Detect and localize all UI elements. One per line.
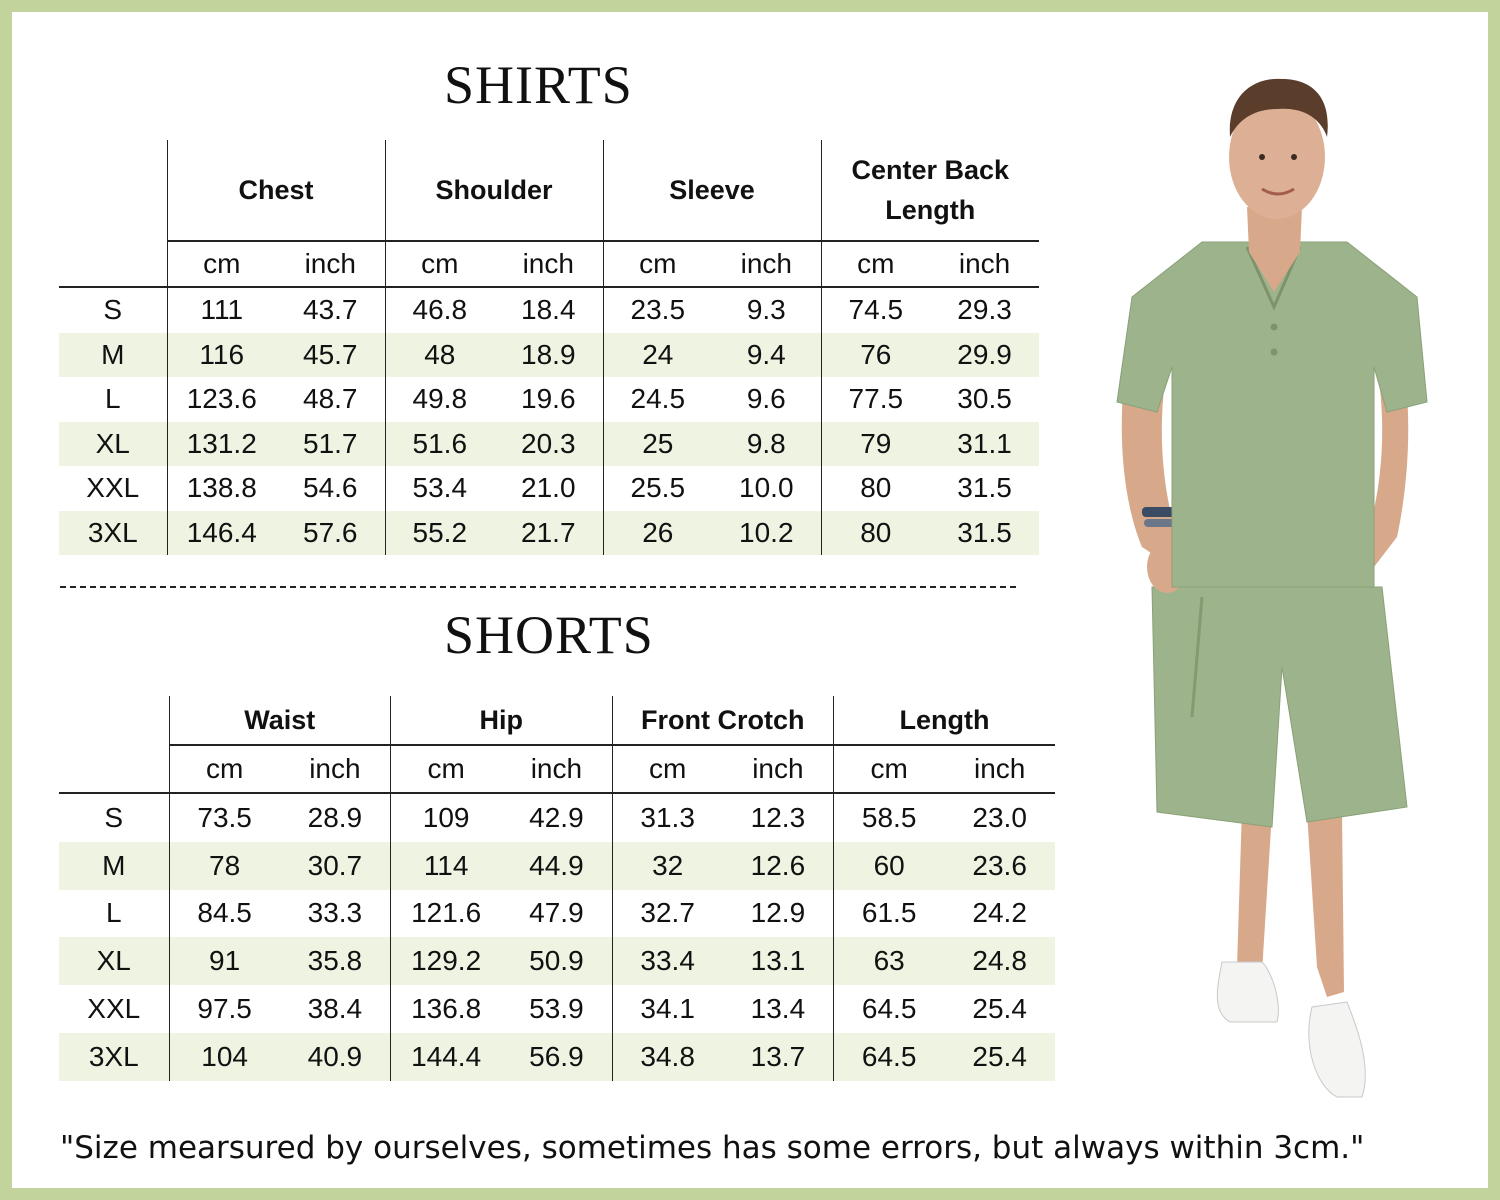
table-cell: 9.6 <box>746 383 786 415</box>
model-photo <box>1112 67 1452 1107</box>
table-cell: 23.6 <box>944 842 1055 890</box>
size-label: 3XL <box>59 511 167 556</box>
size-label: L <box>105 897 122 929</box>
size-label: L <box>104 383 121 415</box>
table-cell: 116 <box>167 333 276 378</box>
column-group-header: Center Back Length <box>821 140 1039 241</box>
size-label: S <box>104 801 124 833</box>
table-cell: 13.4 <box>750 993 806 1025</box>
table-cell: 23.0 <box>972 801 1027 833</box>
unit-label: inch <box>494 241 603 287</box>
table-cell: 74.5 <box>821 287 930 333</box>
table-cell: 25 <box>603 422 712 467</box>
table-cell: 31.1 <box>930 422 1039 467</box>
table-cell: 54.6 <box>303 472 358 504</box>
table-cell: 109 <box>391 793 502 842</box>
table-corner <box>59 696 169 745</box>
table-cell: 50.9 <box>501 937 612 985</box>
table-cell: 49.8 <box>385 377 494 422</box>
unit-label: inch <box>712 241 821 287</box>
table-header-row <box>59 140 1039 241</box>
table-cell: 80 <box>821 511 930 556</box>
table-cell: 138.8 <box>167 466 276 511</box>
table-cell: 9.3 <box>746 294 786 326</box>
table-cell: 61.5 <box>834 890 945 938</box>
size-label: XXL <box>86 472 140 504</box>
table-cell: 35.8 <box>280 937 391 985</box>
table-row <box>59 422 1039 467</box>
table-cell: 43.7 <box>303 294 358 326</box>
table-cell: 12.6 <box>723 842 834 890</box>
table-cell: 34.8 <box>612 1033 723 1081</box>
table-cell: 12.3 <box>750 801 806 833</box>
table-cell: 48 <box>385 333 494 378</box>
table-cell: 25.4 <box>944 1033 1055 1081</box>
table-cell: 121.6 <box>391 890 502 938</box>
table-cell: 13.1 <box>723 937 834 985</box>
table-cell: 84.5 <box>169 890 280 938</box>
table-cell: 31.5 <box>957 472 1012 504</box>
table-cell: 40.9 <box>280 1033 391 1081</box>
table-row <box>59 985 1055 1033</box>
table-cell: 19.6 <box>521 383 576 415</box>
table-row <box>59 842 1055 890</box>
size-label: 3XL <box>59 1033 169 1081</box>
table-cell: 38.4 <box>307 993 363 1025</box>
table-cell: 24.2 <box>972 897 1027 929</box>
table-row <box>59 937 1055 985</box>
table-cell: 13.7 <box>723 1033 834 1081</box>
table-cell: 79 <box>821 422 930 467</box>
size-label: S <box>103 294 123 326</box>
table-cell: 104 <box>169 1033 280 1081</box>
column-group-header: Waist <box>169 696 391 745</box>
size-label: M <box>59 333 167 378</box>
table-cell: 123.6 <box>167 377 276 422</box>
table-row <box>59 1033 1055 1081</box>
table-cell: 32.7 <box>612 890 723 938</box>
column-group-header: Front Crotch <box>612 696 834 745</box>
table-cell: 146.4 <box>167 511 276 556</box>
table-cell: 111 <box>167 287 276 333</box>
unit-label: inch <box>280 745 391 793</box>
table-cell: 30.5 <box>957 383 1012 415</box>
unit-header-row <box>59 745 1055 793</box>
table-corner <box>59 140 167 241</box>
table-cell: 9.4 <box>712 333 821 378</box>
table-cell: 46.8 <box>385 287 494 333</box>
table-cell: 131.2 <box>167 422 276 467</box>
table-row <box>59 511 1039 556</box>
table-cell: 29.9 <box>930 333 1039 378</box>
table-cell: 53.4 <box>385 466 494 511</box>
table-cell: 31.5 <box>930 511 1039 556</box>
table-cell: 10.0 <box>739 472 794 504</box>
column-group-header: Shoulder <box>385 140 603 241</box>
shorts-size-table <box>59 696 1055 1081</box>
shorts-title: SHORTS <box>444 605 654 665</box>
table-cell: 114 <box>391 842 502 890</box>
unit-header-row <box>59 241 1039 287</box>
unit-label: cm <box>385 241 494 287</box>
column-group-header: Sleeve <box>603 140 821 241</box>
table-cell: 136.8 <box>391 985 502 1033</box>
column-group-header: Hip <box>391 696 613 745</box>
unit-label: inch <box>723 745 834 793</box>
unit-label: inch <box>944 745 1055 793</box>
table-cell: 10.2 <box>712 511 821 556</box>
table-cell: 23.5 <box>603 287 712 333</box>
table-cell: 42.9 <box>529 801 584 833</box>
table-cell: 24.8 <box>944 937 1055 985</box>
size-label: M <box>59 842 169 890</box>
table-cell: 77.5 <box>821 377 930 422</box>
table-cell: 64.5 <box>834 1033 945 1081</box>
table-cell: 33.3 <box>307 897 363 929</box>
unit-label: inch <box>276 241 385 287</box>
unit-label: cm <box>603 241 712 287</box>
size-label: XL <box>59 422 167 467</box>
table-cell: 57.6 <box>276 511 385 556</box>
table-cell: 73.5 <box>169 793 280 842</box>
table-header-row <box>59 696 1055 745</box>
unit-label: cm <box>167 241 276 287</box>
shirts-title: SHIRTS <box>444 55 633 115</box>
table-cell: 51.6 <box>385 422 494 467</box>
table-cell: 24 <box>603 333 712 378</box>
table-cell: 44.9 <box>501 842 612 890</box>
table-cell: 97.5 <box>169 985 280 1033</box>
table-cell: 29.3 <box>957 294 1012 326</box>
table-cell: 30.7 <box>280 842 391 890</box>
table-cell: 55.2 <box>385 511 494 556</box>
table-row <box>59 890 1055 938</box>
table-row <box>59 333 1039 378</box>
shirts-table-body <box>59 287 1039 555</box>
table-cell: 45.7 <box>276 333 385 378</box>
table-cell: 18.9 <box>494 333 603 378</box>
table-cell: 47.9 <box>529 897 584 929</box>
table-cell: 9.8 <box>712 422 821 467</box>
table-cell: 33.4 <box>612 937 723 985</box>
table-cell: 58.5 <box>834 793 945 842</box>
table-cell: 34.1 <box>612 985 723 1033</box>
unit-label: inch <box>930 241 1039 287</box>
table-cell: 48.7 <box>303 383 358 415</box>
measurement-disclaimer: "Size mearsured by ourselves, sometimes has some errors, but always within 3cm." <box>60 1130 1365 1166</box>
table-cell: 78 <box>169 842 280 890</box>
table-cell: 144.4 <box>391 1033 502 1081</box>
table-cell: 60 <box>834 842 945 890</box>
table-cell: 28.9 <box>307 801 363 833</box>
column-group-header: Length <box>834 696 1056 745</box>
table-cell: 32 <box>612 842 723 890</box>
table-cell: 18.4 <box>521 294 576 326</box>
dashed-divider <box>60 586 1016 588</box>
unit-label: cm <box>834 745 945 793</box>
table-row <box>59 287 1039 333</box>
table-cell: 53.9 <box>529 993 584 1025</box>
table-cell: 63 <box>834 937 945 985</box>
table-cell: 25.5 <box>603 466 712 511</box>
table-cell: 31.3 <box>612 793 723 842</box>
unit-label: cm <box>169 745 280 793</box>
size-label: XL <box>59 937 169 985</box>
unit-label: cm <box>391 745 502 793</box>
shirts-size-table <box>59 140 1039 555</box>
unit-label: cm <box>612 745 723 793</box>
table-cell: 20.3 <box>494 422 603 467</box>
table-row <box>59 793 1055 842</box>
table-cell: 80 <box>821 466 930 511</box>
table-cell: 51.7 <box>276 422 385 467</box>
table-cell: 26 <box>603 511 712 556</box>
table-cell: 21.0 <box>521 472 576 504</box>
table-cell: 64.5 <box>834 985 945 1033</box>
unit-label: cm <box>821 241 930 287</box>
table-cell: 21.7 <box>494 511 603 556</box>
table-cell: 76 <box>821 333 930 378</box>
shorts-table-body <box>59 793 1055 1081</box>
column-group-header: Chest <box>167 140 385 241</box>
table-cell: 56.9 <box>501 1033 612 1081</box>
table-cell: 24.5 <box>603 377 712 422</box>
table-cell: 12.9 <box>750 897 806 929</box>
unit-label: inch <box>501 745 612 793</box>
table-cell: 91 <box>169 937 280 985</box>
size-label: XXL <box>87 993 141 1025</box>
table-cell: 25.4 <box>972 993 1027 1025</box>
table-row <box>59 377 1039 422</box>
table-row <box>59 466 1039 511</box>
table-cell: 129.2 <box>391 937 502 985</box>
